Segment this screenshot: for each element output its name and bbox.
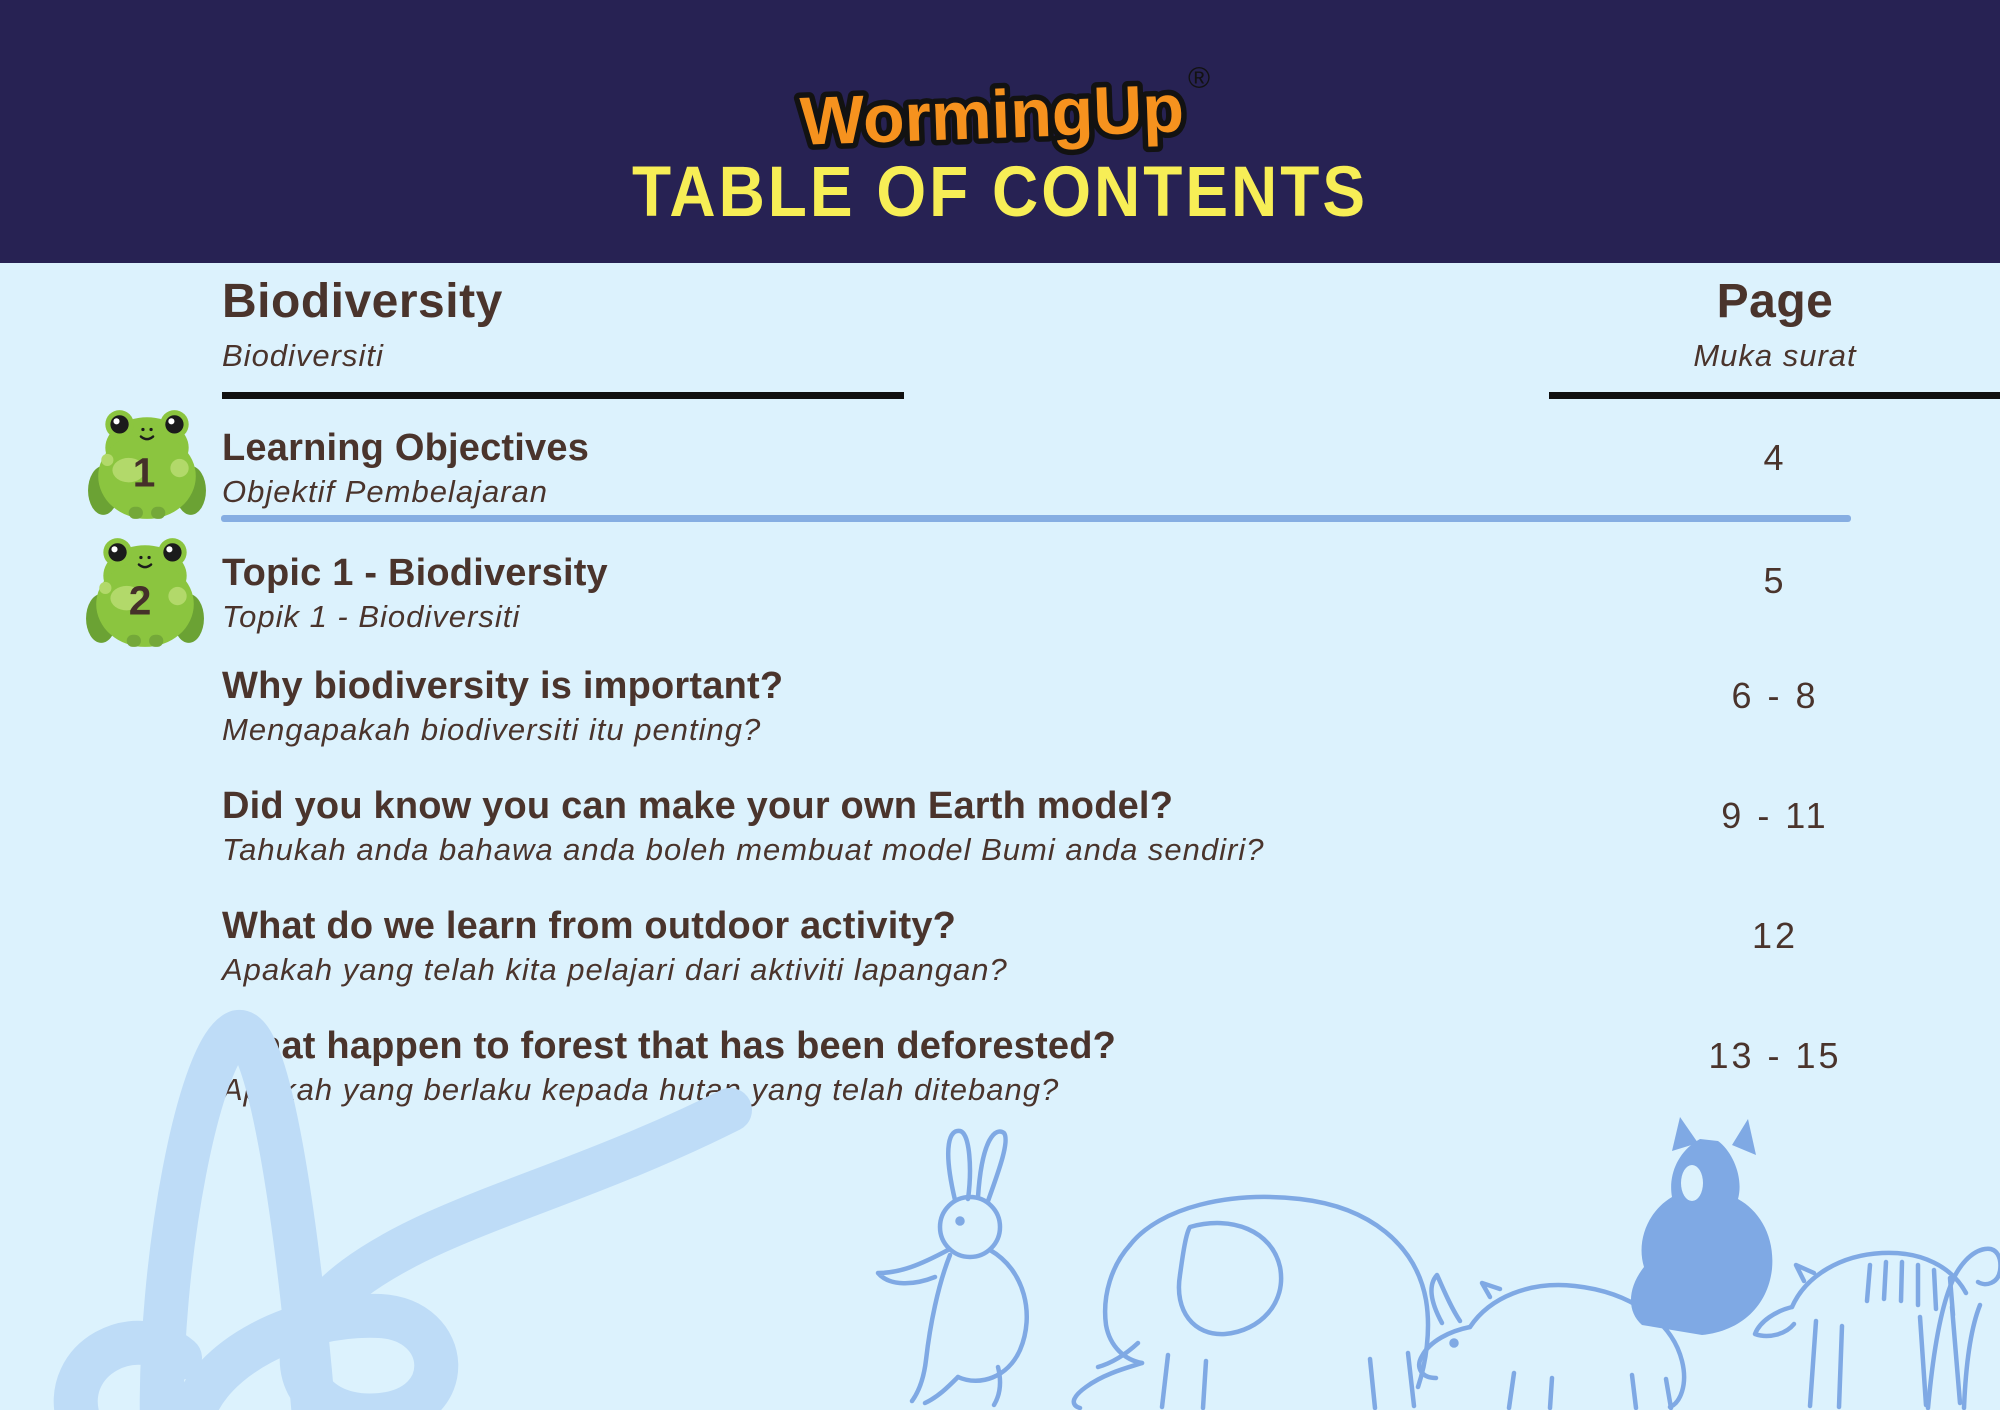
frog-icon	[84, 531, 206, 651]
elephant-icon	[1074, 1197, 1428, 1408]
animal-parade-icon	[830, 1115, 2000, 1410]
header-banner	[0, 0, 2000, 263]
swirl-doodle-icon	[0, 960, 870, 1410]
toc-entry-subtitle: Apakah yang telah kita pelajari dari aktiviti lapangan?	[222, 952, 1008, 987]
frog-icon	[86, 403, 208, 523]
blue-divider-rule	[221, 515, 1851, 522]
toc-row	[222, 425, 589, 511]
riding-fox-icon	[1631, 1117, 1772, 1335]
camel-icon	[1928, 1249, 2000, 1408]
toc-entry-subtitle: Objektif Pembelajaran	[222, 474, 548, 509]
striped-thylacine-icon	[1755, 1253, 1966, 1407]
toc-entry-page: 9 - 11	[1721, 795, 1829, 836]
toc-row	[222, 550, 608, 636]
page-column-title: Page	[1716, 275, 1834, 328]
toc-entry-subtitle: Apakah yang berlaku kepada hutan yang telah ditebang?	[222, 1072, 1060, 1107]
registered-trademark-icon: ®	[1188, 62, 1211, 95]
badge-number: 1	[132, 449, 156, 496]
toc-entry-subtitle: Topik 1 - Biodiversiti	[222, 599, 521, 634]
toc-entry-title: Did you know you can make your own Earth model?	[222, 785, 1174, 827]
toc-entry-page: 6 - 8	[1731, 675, 1819, 716]
toc-entry-title: What do we learn from outdoor activity?	[222, 905, 957, 947]
frog-badge-2	[84, 531, 206, 651]
section-header-left	[222, 276, 503, 374]
toc-entry-title: Topic 1 - Biodiversity	[222, 552, 608, 594]
toc-entry-page: 13 - 15	[1708, 1035, 1842, 1076]
badge-number: 2	[128, 577, 152, 624]
toc-entry-subtitle: Mengapakah biodiversiti itu penting?	[222, 712, 762, 747]
left-header-rule	[222, 392, 904, 399]
toc-entry-subtitle: Tahukah anda bahawa anda boleh membuat model Bumi anda sendiri?	[222, 832, 1265, 867]
section-title: Biodiversity	[222, 275, 503, 328]
toc-row	[222, 783, 1264, 869]
fox-muzzle	[1681, 1165, 1703, 1201]
section-header-right	[1550, 276, 2000, 374]
toc-entry-title: Why biodiversity is important?	[222, 665, 784, 707]
toc-entry-page: 5	[1763, 560, 1787, 601]
frog-badge-1	[86, 403, 208, 523]
section-subtitle: Biodiversiti	[222, 338, 384, 373]
toc-entry-title: What happen to forest that has been deforested?	[222, 1025, 1117, 1067]
page-title: TABLE OF CONTENTS	[632, 151, 1368, 232]
rabbit-icon	[878, 1131, 1027, 1405]
toc-row	[222, 663, 783, 749]
logo-text: WormingUp	[798, 70, 1186, 160]
right-header-rule	[1549, 392, 2000, 399]
page-column-subtitle: Muka surat	[1693, 338, 1857, 373]
toc-entry-page: 4	[1763, 437, 1787, 478]
toc-entry-title: Learning Objectives	[222, 427, 590, 469]
toc-entry-page: 12	[1751, 915, 1799, 956]
